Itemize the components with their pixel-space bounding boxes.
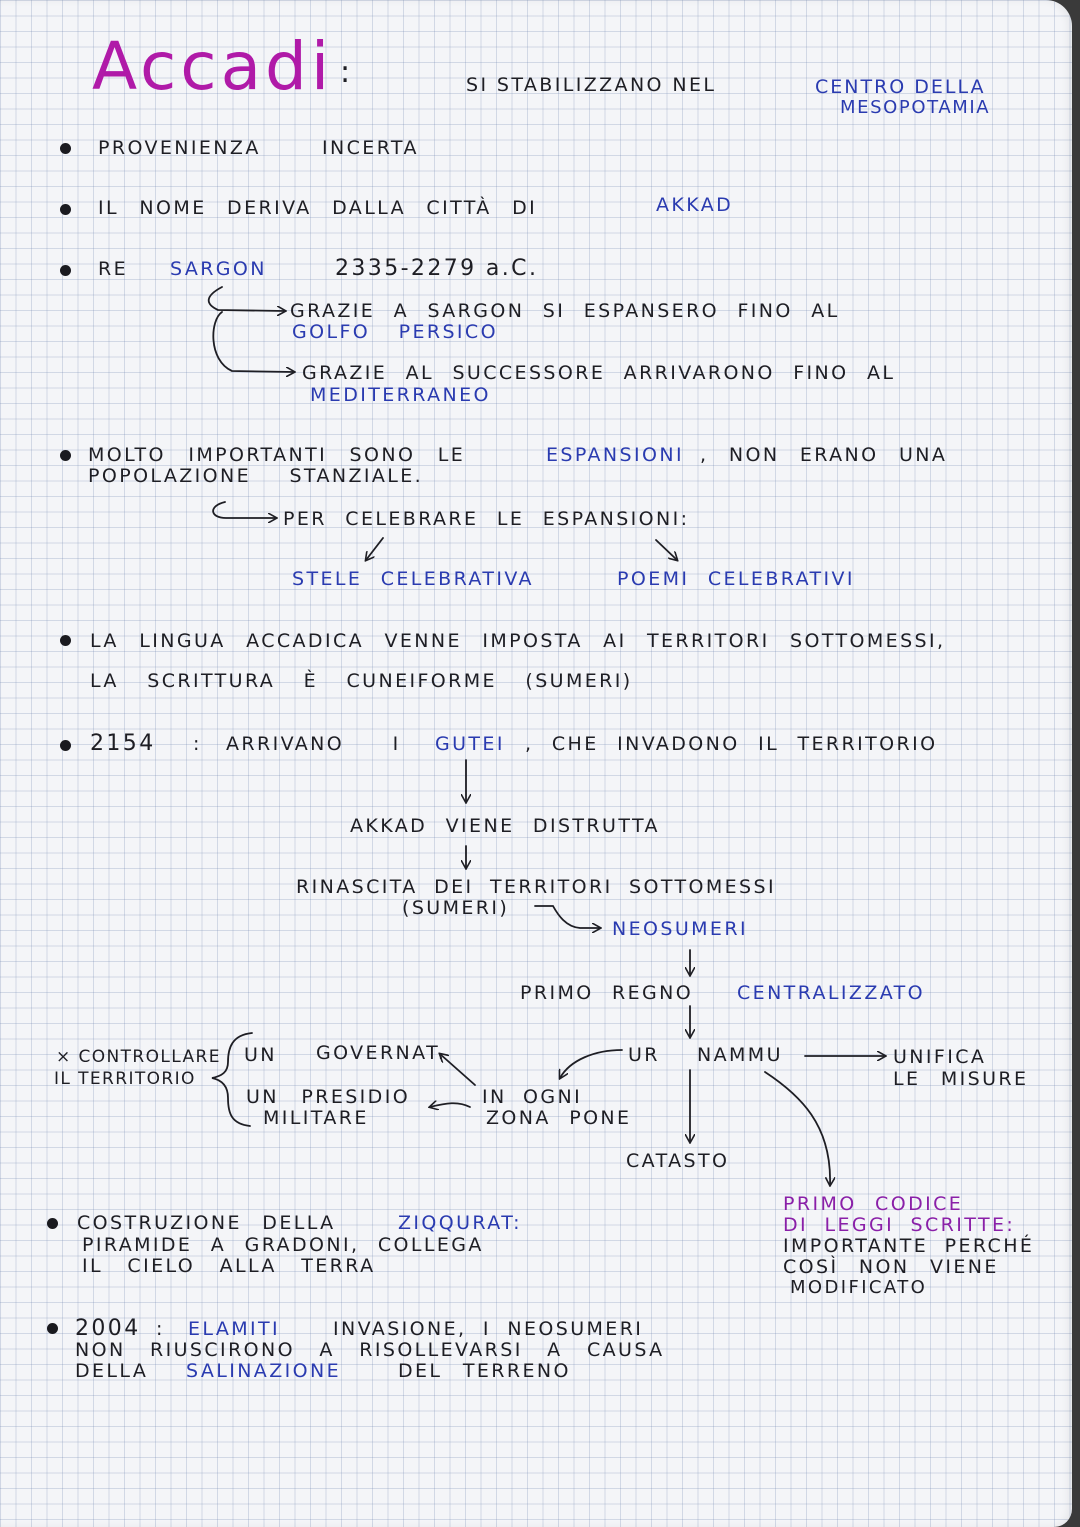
presidio-text: UN PRESIDIO	[246, 1086, 411, 1108]
terreno-text: DEL TERRENO	[398, 1360, 571, 1382]
year-2004: 2004	[75, 1316, 141, 1341]
title-colon: :	[340, 55, 353, 90]
brace-controllare	[212, 1033, 252, 1126]
militare-word: MILITARE	[263, 1107, 369, 1129]
sargon-sub2-b: MEDITERRANEO	[310, 384, 491, 406]
espansioni-text-d: POPOLAZIONE STANZIALE.	[88, 465, 424, 487]
neosumeri-word: NEOSUMERI	[612, 918, 748, 940]
sargon-sub2-a: GRAZIE AL SUCCESSORE ARRIVARONO FINO AL	[302, 362, 896, 384]
codice-line1: PRIMO CODICE	[783, 1193, 964, 1215]
nome-text: IL NOME DERIVA DALLA CITTÀ DI	[98, 197, 538, 219]
cielo-text: IL CIELO ALLA TERRA	[82, 1255, 376, 1277]
year-colon: :	[193, 733, 202, 755]
year-colon-2004: :	[156, 1318, 165, 1340]
arrivano-text: ARRIVANO I	[226, 733, 401, 755]
un-word-1: UN	[244, 1044, 277, 1066]
lingua-line1: LA LINGUA ACCADICA VENNE IMPOSTA AI TERRITORI SOTTOMESSI,	[90, 630, 946, 652]
espansioni-word: ESPANSIONI	[546, 444, 684, 466]
invasione-text: INVASIONE, I NEOSUMERI	[333, 1318, 644, 1340]
sargon-name: SARGON	[170, 258, 267, 280]
header-place-line2: MESOPOTAMIA	[840, 97, 991, 118]
espansioni-text-a: MOLTO IMPORTANTI SONO LE	[88, 444, 466, 466]
elamiti-word: ELAMITI	[188, 1318, 281, 1340]
provenienza-label: PROVENIENZA	[98, 137, 261, 159]
provenienza-value: INCERTA	[322, 137, 419, 159]
akkad-city: AKKAD	[656, 194, 734, 216]
per-celebrare: PER CELEBRARE LE ESPANSIONI:	[283, 508, 690, 530]
sargon-sub1-a: GRAZIE A SARGON SI ESPANSERO FINO AL	[290, 300, 840, 322]
controllare-line2: IL TERRITORIO	[54, 1069, 196, 1089]
codice-line5: MODIFICATO	[790, 1277, 928, 1298]
arrow-ogni-presidio	[430, 1103, 470, 1107]
espansioni-text-c: , NON ERANO UNA	[700, 444, 948, 466]
poemi-celebrativi: POEMI CELEBRATIVI	[617, 568, 855, 590]
sumeri-paren: (SUMERI)	[402, 897, 510, 919]
sargon-sub1-b: GOLFO PERSICO	[292, 321, 498, 343]
lingua-line2: LA SCRITTURA È CUNEIFORME (SUMERI)	[90, 670, 633, 692]
sargon-dates: 2335-2279 a.C.	[335, 256, 539, 281]
unifica-line2: LE MISURE	[893, 1068, 1029, 1090]
gutei-word: GUTEI	[435, 733, 505, 755]
akkad-distrutta: AKKAD VIENE DISTRUTTA	[350, 815, 660, 837]
controllare-line1: × CONTROLLARE	[56, 1047, 221, 1067]
ur-word: UR	[628, 1044, 660, 1066]
rinascita-text: RINASCITA DEI TERRITORI SOTTOMESSI	[296, 876, 776, 898]
codice-line2: DI LEGGI SCRITTE:	[783, 1214, 1016, 1236]
primo-regno: PRIMO REGNO	[520, 982, 694, 1004]
governat-word: GOVERNAT.	[316, 1042, 447, 1064]
header-place-line1: CENTRO DELLA	[815, 76, 986, 98]
arrow-sargon-1	[209, 287, 285, 311]
catasto-word: CATASTO	[626, 1150, 730, 1172]
centralizzato-word: CENTRALIZZATO	[737, 982, 926, 1004]
riuscirono-text: NON RIUSCIRONO A RISOLLEVARSI A CAUSA	[75, 1339, 665, 1361]
codice-line3: IMPORTANTE PERCHÉ	[783, 1235, 1035, 1257]
arrow-stele	[366, 538, 383, 560]
arrow-sumeri-neosumeri	[535, 906, 600, 928]
stele-celebrativa: STELE CELEBRATIVA	[292, 568, 534, 590]
arrow-ur-ogni	[560, 1050, 622, 1078]
nammu-word: NAMMU	[697, 1044, 783, 1066]
year-2154: 2154	[90, 731, 156, 756]
salinazione-word: SALINAZIONE	[186, 1360, 342, 1382]
arrow-nammu-codice	[765, 1072, 830, 1185]
arrow-poemi	[656, 540, 677, 560]
piramide-text: PIRAMIDE A GRADONI, COLLEGA	[82, 1234, 484, 1256]
ogni-line2: ZONA PONE	[486, 1107, 632, 1129]
unifica-line1: UNIFICA	[893, 1046, 987, 1068]
ogni-line1: IN OGNI	[482, 1086, 583, 1108]
page-title: Accadi	[92, 28, 334, 105]
invadono-text: , CHE INVADONO IL TERRITORIO	[525, 733, 938, 755]
ziqqurat-word: ZIQQURAT:	[398, 1212, 522, 1234]
re-label: RE	[98, 258, 129, 280]
arrow-ogni-governat	[440, 1054, 475, 1085]
della-word: DELLA	[75, 1360, 149, 1382]
arrow-sargon-2	[213, 312, 294, 372]
costruzione-text: COSTRUZIONE DELLA	[77, 1212, 336, 1234]
codice-line4: COSÌ NON VIENE	[783, 1256, 999, 1278]
header-text: SI STABILIZZANO NEL	[466, 74, 717, 96]
arrow-per-celebrare	[213, 502, 276, 518]
